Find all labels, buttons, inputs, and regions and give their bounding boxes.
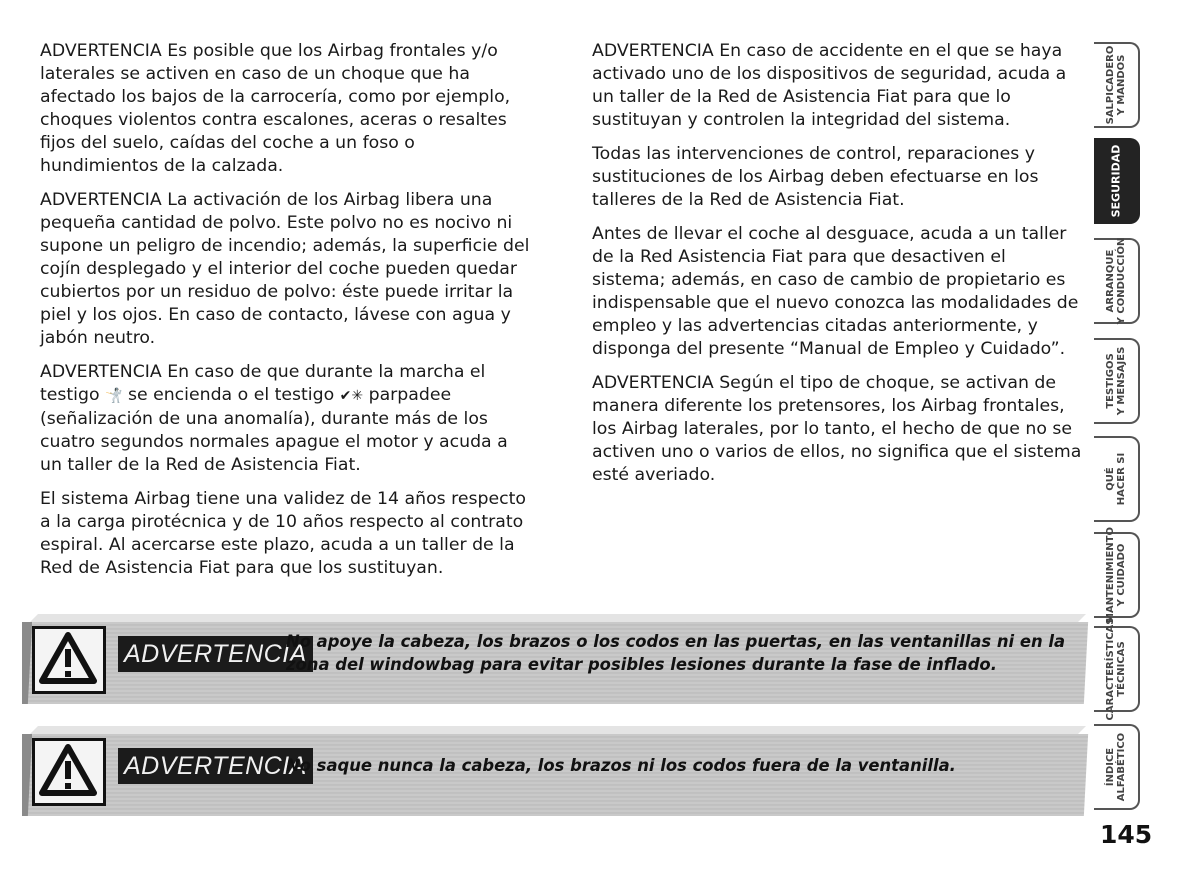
tab-caracteristicas[interactable] xyxy=(1094,617,1140,721)
tab-label: ÍNDICE ALFABÉTICO xyxy=(1105,732,1127,802)
warning-triangle-icon xyxy=(32,626,106,694)
paragraph: Antes de llevar el coche al desguace, acuda a un taller de la Red Asistencia Fiat para que desactiven el sistema; además, en caso de cambio de propietario es indispensable que el nuevo conozca las modalidades de empleo y las advertencias citadas anteriormente, y disponga del presente “Manual de Empleo y Cuidado”. xyxy=(592,224,1079,359)
paragraph-text: ADVERTENCIA En caso de que durante la marcha el testigo xyxy=(40,362,486,405)
tab-salpicadero[interactable] xyxy=(1094,42,1140,128)
tab-label: MANTENIMIENTO Y CUIDADO xyxy=(1105,527,1127,623)
paragraph: ADVERTENCIA Es posible que los Airbag frontales y/o laterales se activen en caso de un choque que ha afectado los bajos de la carrocería, como por ejemplo, choques violentos contra escalones, aceras o resaltes fijos del suelo, caídas del coche a un foso o hundimientos de la calzada. xyxy=(40,41,511,176)
page-number: 145 xyxy=(1100,820,1153,849)
warning-triangle-icon xyxy=(32,738,106,806)
airbag-warning-light-icon: 🤺 xyxy=(105,388,123,404)
warning-banner xyxy=(22,726,1086,816)
warning-text: No saque nunca la cabeza, los brazos ni los codos fuera de la ventanilla. xyxy=(286,756,956,775)
paragraph: ADVERTENCIA En caso de accidente en el que se haya activado uno de los dispositivos de seguridad, acuda a un taller de la Red de Asistencia Fiat para que lo sustituyan y controlen la integridad del sistema. xyxy=(592,41,1067,130)
paragraph-text: parpadee (señalización de una anomalía), durante más de los cuatro segundos normales apague el motor y acuda a un taller de la Red de Asistencia Fiat. xyxy=(40,385,508,475)
tab-testigos[interactable] xyxy=(1094,338,1140,424)
paragraph: ADVERTENCIA Según el tipo de choque, se activan de manera diferente los pretensores, los Airbag frontales, los Airbag laterales, por lo tanto, el hecho de que no se activen uno o varios de ellos, no significa que el sistema esté averiado. xyxy=(592,373,1082,485)
pretensioner-icon: ✔✳ xyxy=(339,388,364,404)
paragraph: ADVERTENCIA La activación de los Airbag libera una pequeña cantidad de polvo. Este polvo no es nocivo ni supone un peligro de incendio; además, la superficie del cojín desplegado y el interior del coche pueden quedar cubiertos por un residuo de polvo: éste puede irritar la piel y los ojos. En caso de contacto, lávese con agua y jabón neutro. xyxy=(40,190,530,348)
tab-label: ARRANQUE Y CONDUCCIÓN xyxy=(1105,237,1127,325)
tab-label: CARACTERÍSTICAS TÉCNICAS xyxy=(1105,617,1127,721)
warning-label: ADVERTENCIA xyxy=(118,636,313,672)
warning-text: No apoye la cabeza, los brazos o los codos en las puertas, en las ventanillas ni en la zona del windowbag para evitar posibles lesiones durante la fase de inflado. xyxy=(286,632,1066,674)
warning-label: ADVERTENCIA xyxy=(118,748,313,784)
warning-banner xyxy=(22,614,1086,704)
tab-que-hacer[interactable] xyxy=(1094,436,1140,522)
paragraph xyxy=(40,361,532,477)
tab-arranque[interactable] xyxy=(1094,238,1140,324)
tab-seguridad[interactable] xyxy=(1094,138,1140,224)
tab-label: SALPICADERO Y MANDOS xyxy=(1105,45,1127,125)
tab-label: QUÉ HACER SI xyxy=(1105,452,1127,506)
tab-label: SEGURIDAD xyxy=(1109,144,1123,218)
tab-mantenimiento[interactable] xyxy=(1094,527,1140,623)
tab-indice[interactable] xyxy=(1094,724,1140,810)
tab-label: TESTIGOS Y MENSAJES xyxy=(1105,346,1127,416)
left-column xyxy=(40,40,532,591)
paragraph: Todas las intervenciones de control, reparaciones y sustituciones de los Airbag deben efectuarse en los talleres de la Red de Asistencia Fiat. xyxy=(592,144,1039,210)
paragraph: El sistema Airbag tiene una validez de 14 años respecto a la carga pirotécnica y de 10 años respecto al contrato espiral. Al acercarse este plazo, acuda a un taller de la Red de Asistencia Fiat para que los sustituyan. xyxy=(40,489,526,578)
right-column xyxy=(592,40,1082,498)
paragraph-text: se encienda o el testigo xyxy=(127,385,335,405)
